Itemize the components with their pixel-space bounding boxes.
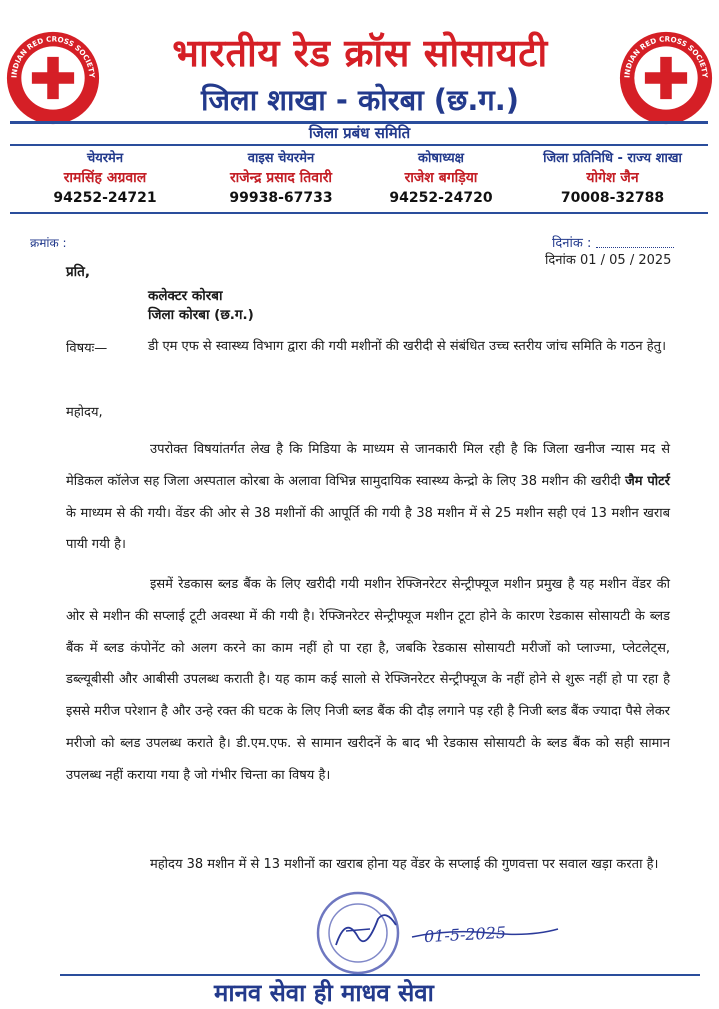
paragraph-text: उपरोक्त विषयांतर्गत लेख है कि मिडिया के माध्यम से जानकारी मिल रही है कि जिला खनीज न्यास मद से मेडिकल कॉलेज सह जिला अस्पताल कोरबा के अलावा विभिन्न सामुदायिक स्वास्थ्य केन्द्रो के लिए 38 मशीन की खरीदी (66, 442, 670, 489)
header-rule-middle (10, 144, 708, 146)
body-paragraph-3: महोदय 38 मशीन में से 13 मशीनों का खराब होना यह वेंडर के सप्लाई की गुणवत्ता पर सवाल खड़ा करता है। (150, 857, 659, 872)
officer-role: चेयरमेन (86, 151, 124, 166)
officer-treasurer (356, 148, 526, 206)
subject-text: डी एम एफ से स्वास्थ्य विभाग द्वारा की गयी मशीनों की खरीदी से संबंधित उच्च स्तरीय जांच समिति के गठन हेतु। (148, 339, 666, 354)
paragraph-text: के माध्यम से की गयी। वेंडर की ओर से 38 मशीनों की आपूर्ति की गयी है 38 मशीन में से 25 मशीन सही एवं 13 मशीन खराब पायी गयी है। (66, 505, 670, 553)
officer-name: रामसिंह अग्रवाल (63, 170, 147, 186)
officer-role: जिला प्रतिनिधि - राज्य शाखा (543, 151, 682, 166)
officer-name: राजेन्द्र प्रसाद तिवारी (229, 170, 333, 186)
logo-text: INDIAN RED CROSS SOCIETY (9, 34, 97, 79)
committee-title: जिला प्रबंध समिति (308, 124, 411, 142)
subject-label: विषयः— (66, 341, 108, 356)
office-seal-stamp (306, 885, 414, 977)
officer-phone: 94252-24720 (389, 190, 493, 206)
body-paragraph-2: इसमें रेडकास ब्लड बैंक के लिए खरीदी गयी मशीन रेफ्जिनरेटर सेन्ट्रीफ्यूज मशीन प्रमुख है यह मशीन वेंडर की ओर से मशीन की सप्लाई टूटी अवस्था में की गयी है। रेफ्जिनरेटर सेन्ट्रीफ्यूज मशीन टूटा होने के कारण रेडकास सोसायटी के ब्लड बैंक में ब्लड कंपोनेंट को अलग करने का काम नहीं हो पा रहा है, जबकि रेडकास सोसायटी मरीजों को प्लाज्मा, प्लेटलेट्स, डब्ल्यूबीसी और आबीसी उपलब्ध कराती है। यह काम कई सालो से रेफ्जिनरेटर सेन्ट्रीफ्यूज के नहीं होने से शुरू नहीं हो पा रहा है इससे मरीज परेशान है और उन्हे रक्त की घटक के लिए निजी ब्लड बैंक की दौड़ लगाने पड़ रही है निजी ब्लड बैंक ज्यादा पैसे लेकर मरीजो को ब्लड उपलब्ध कराते है। डी.एम.एफ. से सामान खरीदनें के बाद भी रेडकास सोसायटी के ब्लड बैंक को सही सामान उपलब्ध नहीं कराया गया है जो गंभीर चिन्ता का विषय है। (66, 577, 670, 783)
officer-role: वाइस चेयरमेन (247, 151, 315, 166)
signature-date: 01-5-2025 (423, 922, 507, 947)
org-name: भारतीय रेड क्रॉस सोसायटी (172, 31, 548, 75)
vendor-name: जैम पोटर्र (625, 473, 670, 489)
reference-number-label: क्रमांक : (30, 236, 67, 250)
officer-phone: 99938-67733 (229, 190, 333, 206)
salutation: महोदय, (66, 405, 103, 420)
body-paragraph-1 (66, 434, 670, 561)
logo-text: INDIAN RED CROSS SOCIETY (622, 34, 710, 79)
red-cross-society-logo-left (5, 30, 101, 126)
red-cross-society-logo-right (618, 30, 714, 126)
date-label: दिनांक : (552, 236, 592, 251)
date-dotted-line (596, 247, 674, 248)
officer-name: राजेश बगड़िया (404, 170, 478, 186)
date-value: दिनांक 01 / 05 / 2025 (545, 253, 672, 268)
officer-phone: 94252-24721 (53, 190, 157, 206)
to-label: प्रति, (66, 264, 91, 280)
officer-chairman (20, 148, 190, 206)
officer-state-representative (520, 148, 705, 206)
header-rule-bottom (10, 212, 708, 214)
officer-phone: 70008-32788 (560, 190, 665, 206)
officer-role: कोषाध्यक्ष (418, 151, 464, 166)
footer-motto: मानव सेवा ही माधव सेवा (214, 979, 434, 1007)
recipient-line-1: कलेक्टर कोरबा (148, 288, 223, 304)
officer-vice-chairman (196, 148, 366, 206)
recipient-line-2: जिला कोरबा (छ.ग.) (148, 307, 254, 323)
branch-name: जिला शाखा - कोरबा (छ.ग.) (201, 83, 519, 117)
officer-name: योगेश जैन (586, 170, 639, 186)
